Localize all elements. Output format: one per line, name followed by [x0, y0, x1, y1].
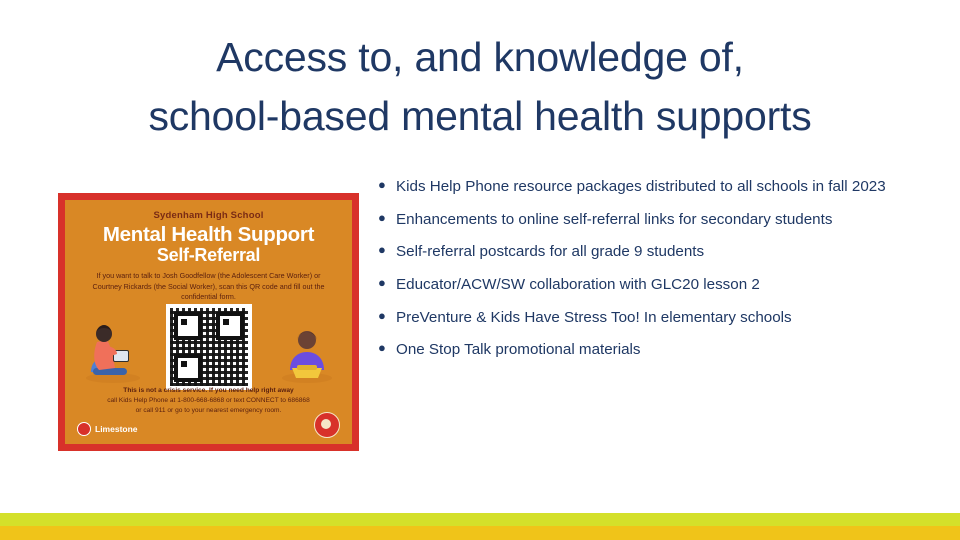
list-item-text: Self-referral postcards for all grade 9 students: [396, 243, 705, 261]
limestone-logo-name: Limestone: [95, 423, 138, 434]
poster-body-area: [65, 200, 352, 444]
list-item: [378, 205, 918, 235]
bullet-marker-icon: ●: [378, 242, 386, 258]
school-seal-icon: [314, 412, 340, 438]
list-item-text: One Stop Talk promotional materials: [396, 341, 641, 359]
list-item-text: PreVenture & Kids Have Stress Too! In elementary schools: [396, 308, 792, 326]
poster-heading-line-2: Self-Referral: [156, 244, 261, 265]
footer-accent-bar-yellow: [0, 526, 960, 540]
poster-frame: [58, 193, 359, 451]
list-item-text: Educator/ACW/SW collaboration with GLC20 lesson 2: [396, 275, 760, 293]
illustration-student-right-icon: [278, 316, 336, 389]
poster-footer: [65, 386, 352, 416]
bullet-marker-icon: ●: [378, 340, 386, 356]
poster-instructions: If you want to talk to Josh Goodfellow (the Adolescent Care Worker) or Courtney Rickards (the Social Worker), scan this QR code and fill out the confidential form.: [92, 271, 325, 302]
bullet-marker-icon: ●: [378, 307, 386, 323]
limestone-logo-mark-icon: [77, 422, 91, 436]
footer-accent-bar-green: [0, 513, 960, 526]
poster-footer-line-3: or call 911 or go to your nearest emergency room.: [135, 407, 282, 415]
mental-health-poster-image: [58, 193, 359, 451]
bullet-list: [378, 172, 918, 368]
list-item: [378, 172, 918, 202]
bullet-marker-icon: ●: [378, 274, 386, 290]
bullet-marker-icon: ●: [378, 177, 386, 192]
bullet-marker-icon: ●: [378, 209, 386, 225]
list-item: [378, 270, 918, 300]
list-item: [378, 237, 918, 267]
page-title-line-1: Access to, and knowledge of,: [216, 34, 744, 80]
list-item: [378, 335, 918, 365]
limestone-logo: [77, 422, 138, 436]
poster-footer-line-2: call Kids Help Phone at 1-800-668-6868 or text CONNECT to 686868: [107, 397, 310, 405]
poster-school-name: Sydenham High School: [153, 210, 264, 221]
list-item-text: Kids Help Phone resource packages distributed to all schools in fall 2023: [396, 178, 886, 195]
poster-footer-line-1: This is not a crisis service. If you need help right away: [123, 387, 294, 395]
page-title: [40, 28, 920, 147]
list-item: [378, 303, 918, 333]
illustration-student-left-icon: [83, 312, 145, 389]
poster-heading-line-1: Mental Health Support: [102, 223, 315, 246]
list-item-text: Enhancements to online self-referral links for secondary students: [396, 210, 833, 228]
qr-code-icon: [166, 304, 252, 390]
page-title-line-2: school-based mental health supports: [148, 93, 812, 140]
